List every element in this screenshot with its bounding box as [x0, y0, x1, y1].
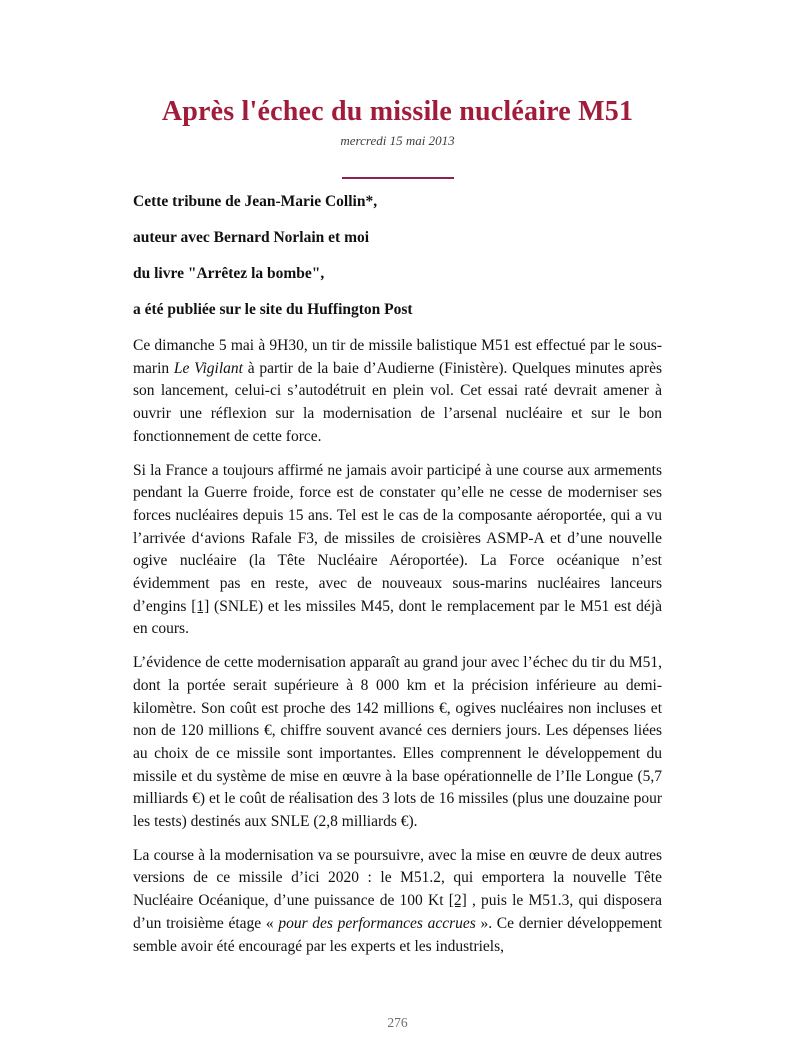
paragraph-2	[133, 460, 662, 642]
paragraph-4-italic-quote: pour des performances accrues	[278, 914, 476, 932]
footnote-ref-2-link[interactable]: [2]	[448, 892, 467, 910]
footnote-ref-1-link[interactable]: [1]	[191, 597, 210, 615]
paragraph-1	[133, 335, 662, 449]
paragraph-4-text: , puis le M51.3, qui disposera d’un troisième étage «	[133, 892, 663, 932]
title-divider	[342, 177, 454, 179]
paragraph-1-text: à partir de la baie d’Audierne (Finistère). Quelques minutes après son lancement, celui-ci s’autodétruit en plein vol. Cet essai raté devrait amener à ouvrir une réflexion sur la modernisation de l’arsenal nucléaire et sur le bon fonctionnement de cette force.	[133, 359, 663, 445]
paragraph-1-italic-ship-name: Le Vigilant	[173, 359, 243, 377]
paragraph-3-text: L’évidence de cette modernisation apparaît au grand jour avec l’échec du tir du M51, dont la portée serait supérieure à 8 000 km et la précision inférieure au demi-kilomètre. Son coût est proche des 142 millions €, ogives nucléaires non incluses et non de 120 millions €, chiffre souvent avancé ces derniers jours. Les dépenses liées au choix de ce missile sont importantes. Elles comprennent le développement du missile et du système de mise en œuvre à la base opérationnelle de l’Ile Longue (5,7 milliards €) et le coût de réalisation des 3 lots de 16 missiles (plus une douzaine pour les tests) destinés aux SNLE (2,8 milliards €).	[133, 654, 662, 831]
intro-line-1: Cette tribune de Jean-Marie Collin*,	[133, 193, 378, 210]
intro-line-4: a été publiée sur le site du Huffington Post	[133, 301, 413, 318]
article-title: Après l'échec du missile nucléaire M51	[161, 96, 634, 127]
paragraph-3	[133, 652, 662, 834]
paragraph-2-text: (SNLE) et les missiles M45, dont le remplacement par le M51 est déjà en cours.	[133, 597, 663, 638]
intro-line-3: du livre "Arrêtez la bombe",	[133, 265, 325, 282]
paragraph-2-text: Si la France a toujours affirmé ne jamais avoir participé à une course aux armements pendant la Guerre froide, force est de constater qu’elle ne cesse de moderniser ses forces nucléaires depuis 15 ans. Tel est le cas de la composante aéroportée, qui a vu l’arrivée d‘avions Rafale F3, de missiles de croisières ASMP-A et d’une nouvelle ogive nucléaire (la Tête Nucléaire Aéroportée). La Force océanique n’est évidemment pas en reste, avec de nouveaux sous-marins nucléaires lanceurs d’engins	[133, 461, 662, 615]
paragraph-4-text: ». Ce dernier développement semble avoir été encouragé par les experts et les industriels,	[133, 914, 662, 955]
paragraph-4-text: La course à la modernisation va se poursuivre, avec la mise en œuvre de deux autres versions de ce missile d’ici 2020 : le M51.2, qui emportera la nouvelle Tête Nucléaire Océanique, d’une puissance de 100 Kt	[133, 846, 662, 910]
paragraph-4	[133, 845, 662, 959]
intro-line-2: auteur avec Bernard Norlain et moi	[133, 229, 370, 246]
paragraph-1-text: Ce dimanche 5 mai à 9H30, un tir de missile balistique M51 est effectué par le sous-marin	[133, 337, 662, 377]
page-number: 276	[387, 1015, 408, 1030]
article-date: mercredi 15 mai 2013	[340, 133, 455, 148]
